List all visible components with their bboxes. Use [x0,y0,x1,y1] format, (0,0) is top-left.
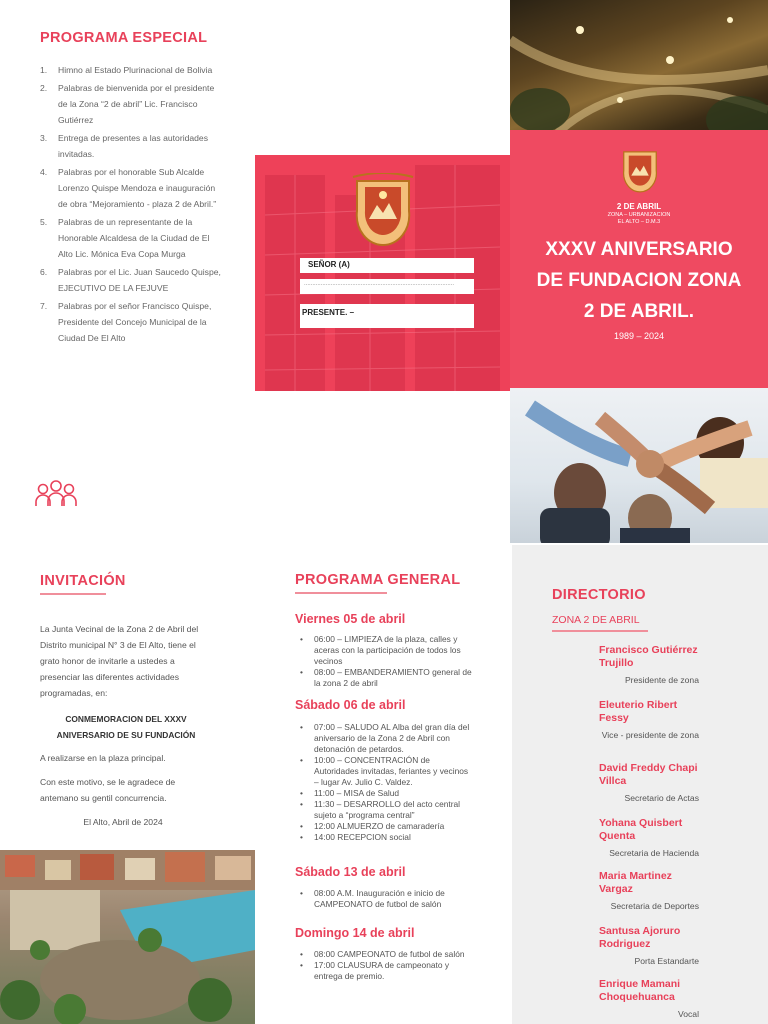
directory-member [599,817,699,860]
directory-member [599,644,699,687]
day-heading: Viernes 05 de abril [295,612,406,626]
cover-title-line3: 2 DE ABRIL. [583,301,695,322]
list-item: 2. Palabras de bienvenida por el presidente de la Zona “2 de abril” Lic. Francisco Gutiérrez [40,83,215,125]
day-heading: Sábado 13 de abril [295,865,406,879]
member-role: Secretario de Actas [624,793,699,803]
day-heading: Domingo 14 de abril [295,926,415,940]
schedule-item: • 11:00 – MISA de Salud [296,788,474,799]
list-item: 5. Palabras de un representante de la Honorable Alcaldesa de la Ciudad de El Alto Lic. Mónica Eva Copa Murga [40,217,210,259]
day-schedule [296,722,474,843]
directory-underline [552,630,648,632]
member-role: Presidente de zona [624,675,699,685]
directory-title: DIRECTORIO [552,587,646,603]
plaza-night-photo [510,0,768,140]
schedule-item: • 17:00 CLAUSURA de campeonato y entrega de premio. [296,960,474,982]
day-schedule [296,888,474,910]
aerial-town-photo [0,850,255,1024]
invitation-date: El Alto, Abril de 2024 [83,817,163,827]
schedule-item: • 11:30 – DESARROLLO del acto central sujeto a “programa central” [296,799,474,821]
day-schedule [296,634,474,689]
directory-member [599,978,699,1021]
directory-member [599,925,699,968]
list-item: 1. Himno al Estado Plurinacional de Bolivia [40,65,213,75]
member-name: David Freddy Chapi Villca [599,762,698,787]
member-name: Yohana Quisbert Quenta [599,817,683,842]
member-role: Vocal [677,1009,699,1019]
family-icon [34,478,78,508]
directory-subtitle: ZONA 2 DE ABRIL [552,614,640,626]
invitation-underline [40,593,106,595]
directory-member [599,699,699,742]
directory-member [599,870,699,913]
list-item: 4. Palabras por el honorable Sub Alcalde Lorenzo Quispe Mendoza e inauguración de obra “Mejoramiento - plaza 2 de Abril.” [40,167,217,209]
logo-title: 2 DE ABRIL [616,202,662,211]
emblem-icon [351,173,415,247]
cover-title-line1: XXXV ANIVERSARIO [545,239,733,260]
member-role: Secretaria de Hacienda [609,848,699,858]
team-fist-bump-photo [510,388,768,543]
highlight-line1: CONMEMORACION DEL XXXV [65,714,187,724]
special-program-list [40,62,222,348]
invitation-paragraph-1: La Junta Vecinal de la Zona 2 de Abril del Distrito municipal N° 3 de El Alto, tiene el grato honor de invitarle a ustedes a presenciar las diferentes actividades programadas, en: [40,624,199,698]
day-schedule [296,949,474,982]
senor-field: SEÑOR (A) [300,258,474,273]
schedule-item: • 08:00 A.M. Inauguración e inicio de CAMPEONATO de futbol de salón [296,888,474,910]
invitation-highlight [40,711,212,743]
member-role: Secretaria de Deportes [610,901,699,911]
general-program-title: PROGRAMA GENERAL [295,572,461,588]
member-name: Eleuterio Ribert Fessy [599,699,678,724]
list-item: 6. Palabras por el Lic. Juan Saucedo Quispe, EJECUTIVO DE LA FEJUVE [40,267,221,293]
schedule-item: • 14:00 RECEPCION social [296,832,474,843]
member-name: Maria Martinez Vargaz [599,870,672,895]
highlight-line2: ANIVERSARIO DE SU FUNDACIÓN [56,730,196,740]
logo-sub2: EL ALTO – D.M.3 [617,219,661,225]
member-role: Vice - presidente de zona [601,730,699,740]
cover-title-line2: DE FUNDACION ZONA [536,270,742,291]
schedule-item: • 12:00 ALMUERZO de camaradería [296,821,474,832]
day-heading: Sábado 06 de abril [295,698,406,712]
member-name: Enrique Mamani Choquehuanca [599,978,681,1003]
invitation-card [255,155,510,391]
presente-field: PRESENTE. – [300,304,474,328]
cover-panel [510,130,768,388]
member-role: Porta Estandarte [634,956,699,966]
schedule-item: • 10:00 – CONCENTRACIÓN de Autoridades invitadas, feriantes y vecinos – lugar Av. Julio C. Valdez. [296,755,474,788]
list-item: 3. Entrega de presentes a las autoridades invitadas. [40,133,209,159]
general-program-underline [295,592,387,594]
cover-emblem-icon [620,146,660,194]
schedule-item: • 07:00 – SALUDO AL Alba del gran día del aniversario de la Zona 2 de Abril con detonación de petardos. [296,722,474,755]
special-program-title: PROGRAMA ESPECIAL [40,30,208,46]
cover-title [510,234,768,327]
list-item: 7. Palabras por el señor Francisco Quispe, Presidente del Concejo Municipal de la Ciudad De El Alto [40,301,212,343]
name-line: .......................................................................................... [300,279,474,294]
schedule-item: • 08:00 – EMBANDERAMIENTO general de la zona 2 de abril [296,667,474,689]
invitation-paragraph-2: A realizarse en la plaza principal. [40,753,166,763]
schedule-item: • 08:00 CAMPEONATO de futbol de salón [296,949,474,960]
member-name: Francisco Gutiérrez Trujillo [599,644,698,669]
cover-years: 1989 – 2024 [613,331,665,341]
member-name: Santusa Ajoruro Rodriguez [599,925,681,950]
invitation-title: INVITACIÓN [40,573,126,589]
logo-sub1: ZONA – URBANIZACION [607,212,671,218]
schedule-item: • 06:00 – LIMPIEZA de la plaza, calles y aceras con la participación de todos los vecinos [296,634,474,667]
directory-member [599,762,699,805]
invitation-paragraph-3: Con este motivo, se le agradece de antemano su gentil concurrencia. [40,777,176,803]
